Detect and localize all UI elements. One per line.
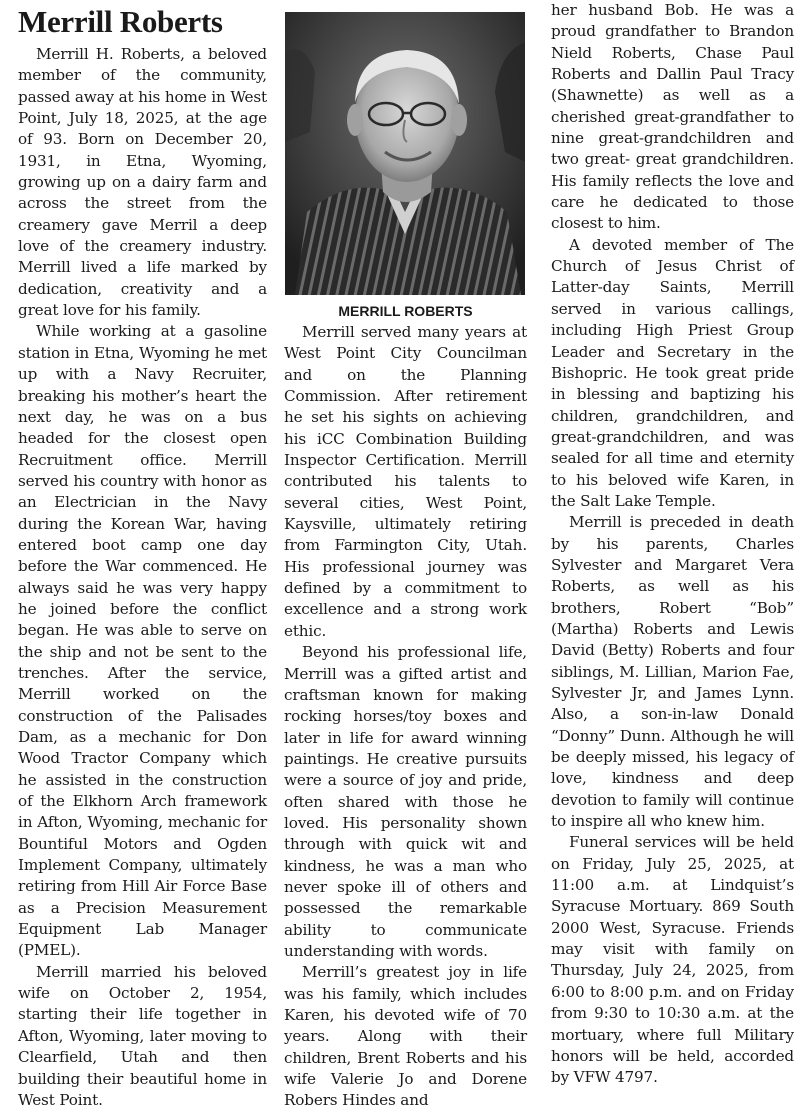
paragraph: A devoted member of The Church of Jesus Christ of Latter-day Saints, Merrill served in various callings, including High Priest Group Leader and Secretary in the Bishopric. He took great pride in blessing and baptizing his children, grandchildren, and great-grandchildren, and was sealed for all time and eternity to his beloved wife Karen, in the Salt Lake Temple.: [551, 235, 794, 510]
paragraph: While working at a gasoline station in Etna, Wyoming he met up with a Navy Recruiter, breaking his mother’s heart the next day, he was on a bus headed for the closest open Recruitment office. Merrill served his country with honor as an Electrician in the Navy during the Korean War, having entered boot camp one day before the War commenced. He always said he was very happy he joined before the conflict began. He was able to serve on the ship and not be sent to the trenches. After the service, Merrill worked on the construction of the Palisades Dam, as a mechanic for Don Wood Tractor Company which he assisted in the construction of the Elkhorn Arch framework in Afton, Wyoming, mechanic for Bountiful Motors and Ogden Implement Company, ultimately retiring from Hill Air Force Base as a Precision Measurement Equipment Lab Manager (PMEL).: [18, 322, 267, 960]
paragraph: Merrill married his beloved wife on October 2, 1954, starting their life together in Afton, Wyoming, later moving to Clearfield, Utah and then building their beautiful home in West Point.: [18, 962, 267, 1109]
column-1: [18, 0, 267, 1111]
portrait-image: [285, 12, 525, 295]
obituary-title: Merrill Roberts: [18, 4, 223, 39]
paragraph: Merrill served many years at West Point City Councilman and on the Planning Commission. After retirement he set his sights on achieving his iCC Combination Building Inspector Certification. Merrill contributed his talents to several cities, West Point, Kaysville, ultimately retiring from Farmington City, Utah. His professional journey was defined by a commitment to excellence and a strong work ethic.: [284, 323, 527, 640]
paragraph: her husband Bob. He was a proud grandfather to Brandon Nield Roberts, Chase Paul Roberts and Dallin Paul Tracy (Shawnette) as well as a cherished great-grandfather to nine great-grandchildren and two great- great grandchildren. His family reflects the love and care he dedicated to those closest to him.: [551, 1, 794, 233]
photo-caption: MERRILL ROBERTS: [338, 303, 473, 319]
portrait-photo: [285, 12, 525, 295]
paragraph: Funeral services will be held on Friday, July 25, 2025, at 11:00 a.m. at Lindquist’s Syracuse Mortuary. 869 South 2000 West, Syracuse. Friends may visit with family on Thursday, July 24, 2025, from 6:00 to 8:00 p.m. and on Friday from 9:30 to 10:30 a.m. at the mortuary, where full Military honors will be held, accorded by VFW 4797.: [551, 833, 794, 1087]
paragraph: Merrill’s greatest joy in life was his family, which includes Karen, his devoted wife of 70 years. Along with their children, Brent Roberts and his wife Valerie Jo and Dorene Robers Hindes and: [284, 963, 527, 1110]
column-2: [284, 322, 527, 1112]
column-3: [551, 0, 794, 1089]
paragraph: Merrill is preceded in death by his parents, Charles Sylvester and Margaret Vera Roberts, as well as his brothers, Robert “Bob” (Martha) Roberts and Lewis David (Betty) Roberts and four siblings, M. Lillian, Marion Fae, Sylvester Jr, and James Lynn. Also, a son-in-law Donald “Donny” Dunn. Although he will be deeply missed, his legacy of love, kindness and deep devotion to family will continue to inspire all who knew him.: [551, 513, 794, 831]
paragraph: Beyond his professional life, Merrill was a gifted artist and craftsman known for making rocking horses/toy boxes and later in life for award winning paintings. He creative pursuits were a source of joy and pride, often shared with those he loved. His personality shown through with quick wit and kindness, he was a man who never spoke ill of others and possessed the remarkable ability to communicate understanding with words.: [284, 643, 527, 960]
paragraph: Merrill H. Roberts, a beloved member of the community, passed away at his home in West Point, July 18, 2025, at the age of 93. Born on December 20, 1931, in Etna, Wyoming, growing up on a dairy farm and across the street from the creamery gave Merril a deep love of the creamery industry. Merrill lived a life marked by dedication, creativity and a great love for his family.: [18, 45, 267, 320]
